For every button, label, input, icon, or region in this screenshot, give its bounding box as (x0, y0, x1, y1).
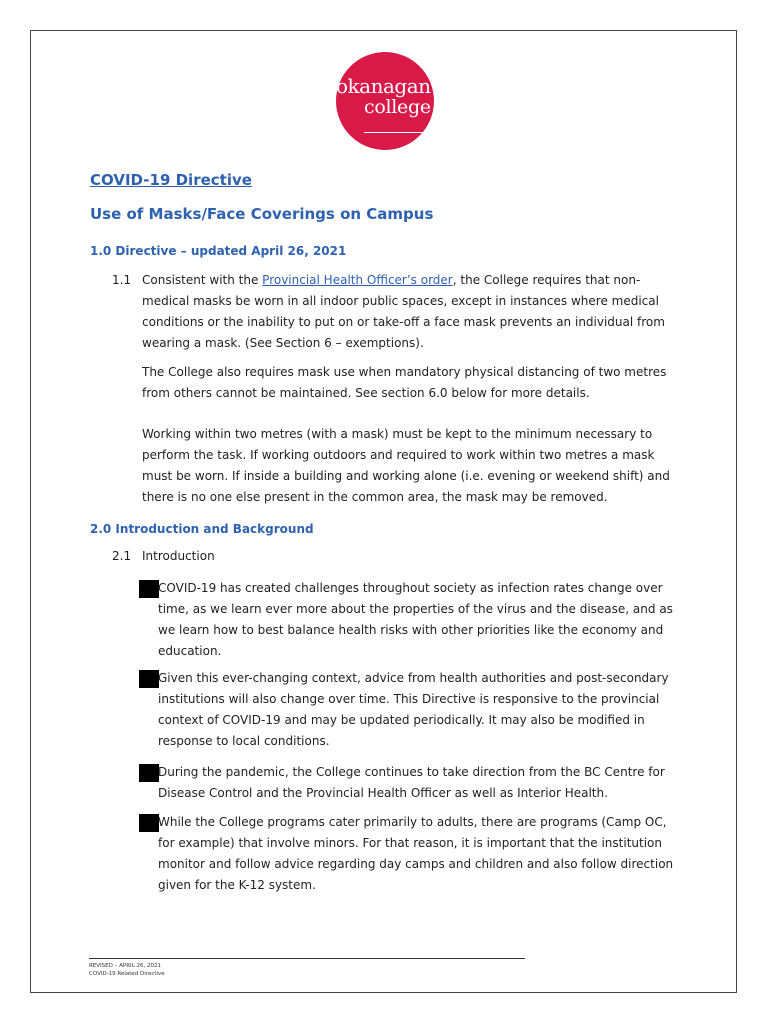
paragraph-1-1-distancing: The College also requires mask use when mandatory physical distancing of two metres from others cannot be maintained. See section 6.0 below for more details. (142, 365, 667, 400)
item-number-2-1: 2.1 (112, 549, 132, 563)
logo-underline (364, 132, 440, 133)
provincial-health-officer-order-link[interactable]: Provincial Health Officer’s order (262, 273, 453, 287)
list-item: COVID-19 has created challenges throughout society as infection rates change over time, as we learn ever more about the properties of the virus and the disease, and as we learn how to best balance health risks with other priorities like the economy and education. (158, 581, 673, 658)
bullet-marker (139, 814, 159, 832)
list-item: Given this ever-changing context, advice from health authorities and post-secondary institutions will also change over time. This Directive is responsive to the provincial context of COVID-19 and may be updated periodically. It may also be modified in response to local conditions. (158, 671, 669, 748)
paragraph-1-1-text-start: Consistent with the (142, 273, 263, 287)
bullet-marker (139, 670, 159, 688)
list-item: During the pandemic, the College continues to take direction from the BC Centre for Disease Control and the Provincial Health Officer as well as Interior Health. (158, 765, 665, 800)
paragraph-1-1-text-end: , the College requires that non-medical masks be worn in all indoor public spaces, except in instances where medical conditions or the inability to put on or take-off a face mask prevents an individual from wearing a mask. (See Section 6 – exemptions). (142, 273, 665, 350)
document-subtitle: Use of Masks/Face Coverings on Campus (90, 205, 434, 223)
paragraph-1-1-working: Working within two metres (with a mask) must be kept to the minimum necessary to perform the task. If working outdoors and required to work within two metres a mask must be worn. If inside a building and working alone (i.e. evening or weekend shift) and there is no one else present in the common area, the mask may be removed. (142, 427, 670, 504)
bullet-marker (139, 764, 159, 782)
logo-text-okanagan: okanagan (336, 74, 431, 98)
document-title: COVID-19 Directive (90, 171, 252, 189)
okanagan-college-logo (336, 52, 434, 150)
list-item: While the College programs cater primarily to adults, there are programs (Camp OC, for example) that involve minors. For that reason, it is important that the institution monitor and follow advice regarding day camps and children and also follow direction given for the K-12 system. (158, 815, 674, 892)
footer-divider (89, 958, 525, 959)
footer-revised-date: REVISED – APRIL 26, 2021 (89, 963, 161, 969)
section-2-heading: 2.0 Introduction and Background (90, 522, 314, 536)
bullet-marker (139, 580, 159, 598)
item-number-1-1: 1.1 (112, 273, 132, 287)
paragraph-1-1 (142, 270, 682, 354)
footer-document-name: COVID-19 Related Directive (89, 971, 165, 977)
section-1-heading: 1.0 Directive – updated April 26, 2021 (90, 244, 347, 258)
logo-text-college: college (364, 96, 431, 118)
item-label-introduction: Introduction (142, 549, 215, 563)
